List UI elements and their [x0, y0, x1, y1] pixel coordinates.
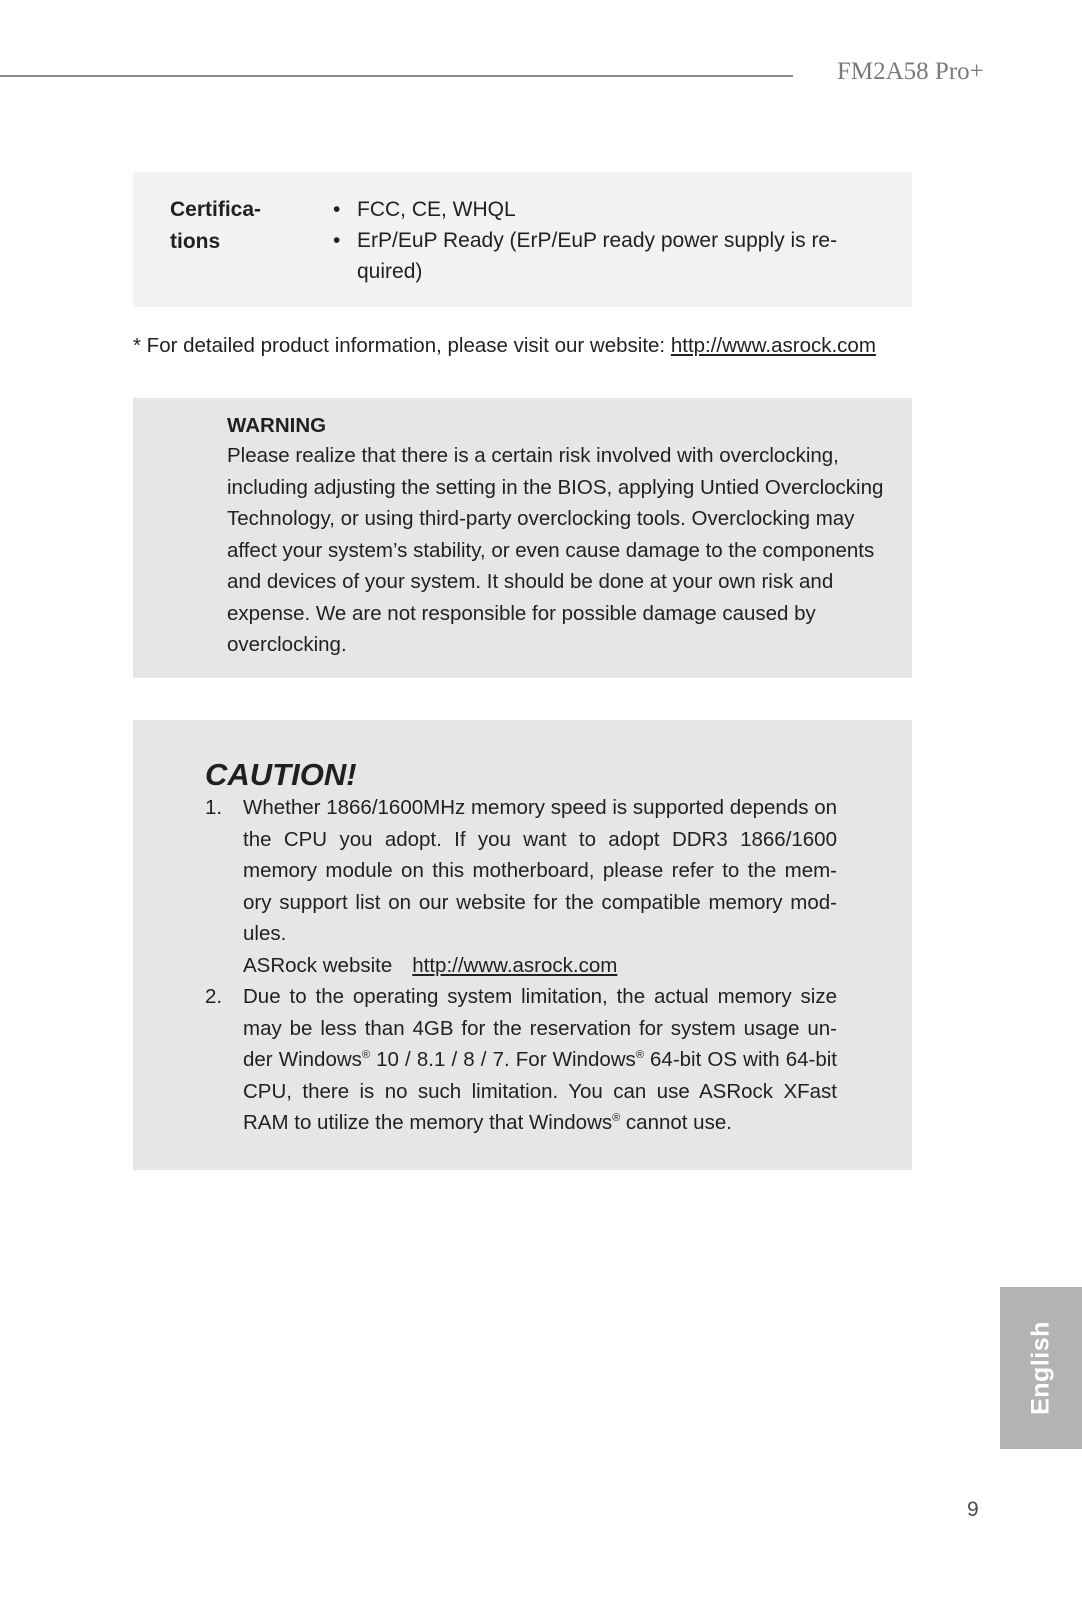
language-tab-label: English	[1026, 1321, 1055, 1415]
website-link[interactable]: http://www.asrock.com	[670, 334, 876, 357]
registered-mark: ®	[361, 1049, 371, 1061]
certifications-box	[133, 172, 912, 307]
caution-item-1	[205, 792, 837, 950]
certification-item	[333, 225, 853, 287]
certifications-label-line2: tions	[170, 230, 221, 253]
warning-body: Please realize that there is a certain risk involved with overclocking, including adjusting the setting in the BIOS, applying Untied Overclocking Technology, or using third-party overclocking tools. Overclocking may affect your system’s stability, or even cause damage to the components and devices of your system. It should be done at your own risk and expense. We are not responsible for possible damage caused by overclocking.	[227, 444, 884, 656]
certifications-label-line1: Certifica-	[170, 198, 262, 221]
note-text: * For detailed product information, please visit our website:	[133, 334, 666, 357]
product-info-note	[133, 332, 913, 360]
item-number: 2.	[205, 985, 223, 1008]
header-rule	[0, 75, 793, 77]
bullet: •	[333, 229, 341, 252]
website-label: ASRock website	[243, 953, 393, 977]
registered-mark: ®	[635, 1049, 644, 1061]
certifications-list	[333, 194, 853, 287]
page-number: 9	[967, 1498, 979, 1521]
caution-title: CAUTION!	[205, 757, 357, 792]
warning-title: WARNING	[227, 414, 327, 437]
text-part: cannot use.	[620, 1111, 732, 1134]
caution-item-2	[205, 981, 837, 1139]
caution-item-text	[243, 985, 837, 1134]
certification-item	[333, 194, 853, 225]
certification-text: ErP/EuP Ready (ErP/EuP ready power supply is re-quired)	[357, 229, 838, 283]
asrock-website-link[interactable]: http://www.asrock.com	[412, 953, 618, 977]
certification-text: FCC, CE, WHQL	[357, 198, 516, 221]
registered-mark: ®	[612, 1112, 621, 1124]
asrock-website-row	[205, 950, 837, 982]
text-part: 10 / 8.1 / 8 / 7. For Windows	[370, 1048, 636, 1071]
certifications-label	[170, 194, 300, 258]
language-tab	[1000, 1287, 1082, 1449]
caution-box	[133, 720, 912, 1170]
text-part: Due to the operating system limitation, the actual memory size may be less than 4GB for the reservation for system usage un-der Windows	[243, 985, 837, 1071]
bullet: •	[333, 198, 341, 221]
header-model-name: FM2A58 Pro+	[837, 58, 984, 85]
text-part: 64-bit OS with 64-bit CPU, there is no such limitation. You can use ASRock XFast RAM to utilize the memory that Windows	[243, 1048, 837, 1134]
item-number: 1.	[205, 796, 223, 819]
caution-list	[205, 792, 837, 1139]
warning-box	[133, 398, 912, 678]
caution-item-text: Whether 1866/1600MHz memory speed is supported depends on the CPU you adopt. If you want to adopt DDR3 1866/1600 memory module on this motherboard, please refer to the mem-ory support list on our website for the compatible memory mod-ules.	[243, 796, 837, 945]
